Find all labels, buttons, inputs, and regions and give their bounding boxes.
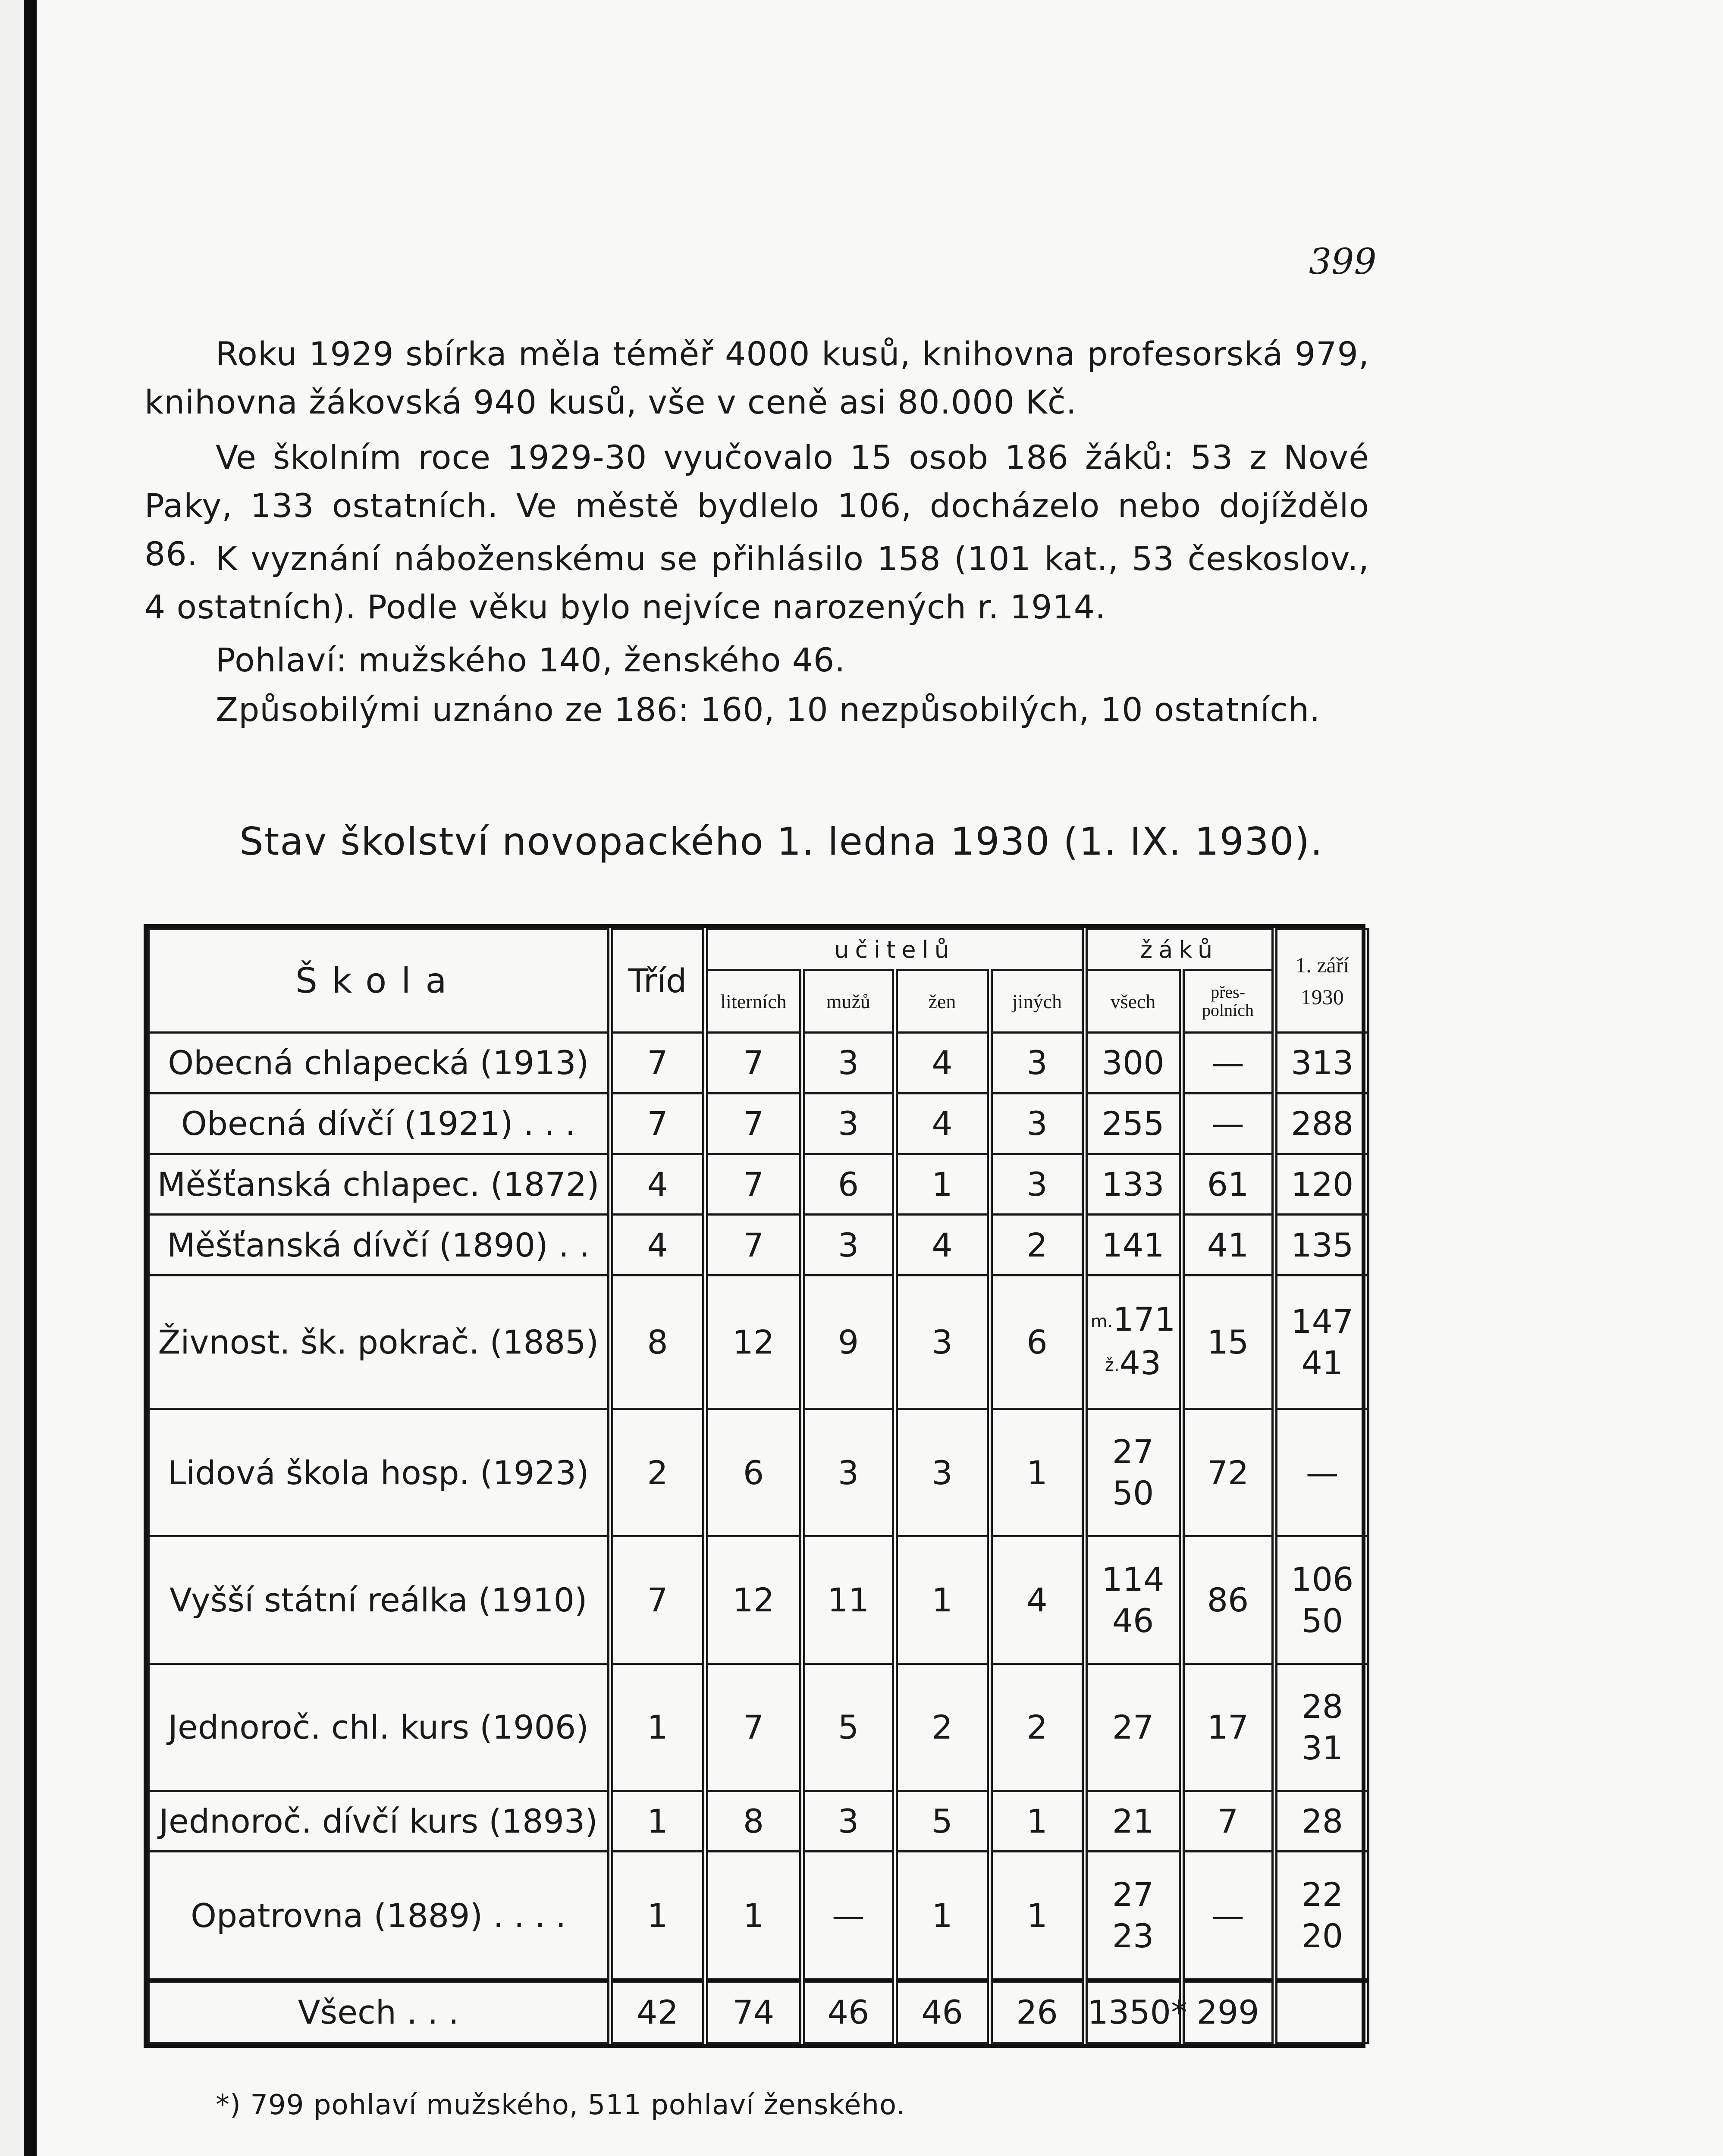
paragraph-gender: Pohlaví: mužského 140, ženského 46. <box>216 641 846 679</box>
cell-other: 4 <box>990 1536 1085 1664</box>
cell-september: 313 <box>1274 1033 1368 1094</box>
cell-september: 28 <box>1274 1791 1368 1852</box>
table-row <box>149 1275 1368 1409</box>
cell-classes: 1 <box>610 1852 705 1981</box>
table-row <box>149 1791 1368 1852</box>
cell-all <box>1085 1409 1182 1536</box>
cell-external: 41 <box>1182 1215 1274 1275</box>
cell-external: 61 <box>1182 1154 1274 1215</box>
cell-literal: 12 <box>705 1275 802 1409</box>
header-literal: literních <box>705 970 802 1033</box>
header-women: žen <box>895 970 990 1033</box>
cell-september-2: 20 <box>1301 1917 1343 1955</box>
total-september <box>1274 1981 1368 2043</box>
cell-all: 141 <box>1085 1215 1182 1275</box>
cell-women: 3 <box>895 1409 990 1536</box>
header-september-line2: 1930 <box>1300 984 1344 1009</box>
school-name: Obecná dívčí (1921) . . . <box>149 1093 610 1154</box>
page-number: 399 <box>1309 241 1377 282</box>
cell-men: 11 <box>802 1536 895 1664</box>
cell-literal: 1 <box>705 1852 802 1981</box>
cell-external: 17 <box>1182 1664 1274 1791</box>
table-row <box>149 1409 1368 1536</box>
cell-classes: 7 <box>610 1093 705 1154</box>
cell-women: 2 <box>895 1664 990 1791</box>
cell-classes: 1 <box>610 1791 705 1852</box>
cell-external: 86 <box>1182 1536 1274 1664</box>
cell-classes: 7 <box>610 1536 705 1664</box>
cell-literal: 7 <box>705 1093 802 1154</box>
cell-all <box>1085 1536 1182 1664</box>
cell-women: 4 <box>895 1093 990 1154</box>
cell-women: 1 <box>895 1154 990 1215</box>
cell-september <box>1274 1536 1368 1664</box>
cell-women: 1 <box>895 1852 990 1981</box>
cell-classes: 2 <box>610 1409 705 1536</box>
cell-september-1: 28 <box>1301 1687 1343 1726</box>
header-pupils: žáků <box>1085 929 1274 970</box>
cell-women: 3 <box>895 1275 990 1409</box>
total-classes: 42 <box>610 1981 705 2043</box>
cell-all: 27 <box>1085 1664 1182 1791</box>
table-row <box>149 1154 1368 1215</box>
cell-classes: 4 <box>610 1154 705 1215</box>
cell-all-female-mark: ž. <box>1105 1355 1120 1375</box>
cell-men: 6 <box>802 1154 895 1215</box>
cell-september-2: 50 <box>1301 1601 1343 1640</box>
cell-all-1: 114 <box>1102 1560 1164 1598</box>
total-other: 26 <box>990 1981 1085 2043</box>
table-row <box>149 1215 1368 1275</box>
header-september-line1: 1. září <box>1295 953 1350 977</box>
cell-september: 288 <box>1274 1093 1368 1154</box>
cell-all-2: 46 <box>1112 1601 1154 1640</box>
footnote: *) 799 pohlaví mužského, 511 pohlaví ženského. <box>216 2089 906 2121</box>
cell-september: 120 <box>1274 1154 1368 1215</box>
cell-external: — <box>1182 1852 1274 1981</box>
paragraph-collection: Roku 1929 sbírka měla téměř 4000 kusů, knihovna profesorská 979, knihovna žákovská 940 kusů, vše v ceně asi 80.000 Kč. <box>144 335 1369 421</box>
cell-literal: 7 <box>705 1215 802 1275</box>
page-sheet <box>24 0 1723 2156</box>
school-name: Jednoroč. chl. kurs (1906) <box>149 1664 610 1791</box>
header-external <box>1182 970 1274 1033</box>
cell-other: 3 <box>990 1093 1085 1154</box>
cell-men: — <box>802 1852 895 1981</box>
cell-external: 7 <box>1182 1791 1274 1852</box>
table-row <box>149 1852 1368 1981</box>
cell-women: 4 <box>895 1033 990 1094</box>
cell-september-2: 41 <box>1301 1343 1343 1382</box>
total-label: Všech . . . <box>149 1981 610 2043</box>
cell-all-male: 171 <box>1113 1300 1176 1338</box>
cell-other: 2 <box>990 1664 1085 1791</box>
cell-women: 5 <box>895 1791 990 1852</box>
cell-classes: 4 <box>610 1215 705 1275</box>
cell-all-2: 23 <box>1112 1917 1154 1955</box>
table-row <box>149 1093 1368 1154</box>
total-women: 46 <box>895 1981 990 2043</box>
cell-september-1: 147 <box>1291 1302 1354 1341</box>
table-total-row <box>149 1981 1368 2043</box>
cell-men: 3 <box>802 1791 895 1852</box>
header-teachers: učitelů <box>705 929 1085 970</box>
header-school: Škola <box>149 929 610 1033</box>
table-header-row-1 <box>149 929 1368 970</box>
cell-other: 1 <box>990 1409 1085 1536</box>
cell-women: 4 <box>895 1215 990 1275</box>
header-men: mužů <box>802 970 895 1033</box>
cell-all: 300 <box>1085 1033 1182 1094</box>
header-september <box>1274 929 1368 1033</box>
cell-women: 1 <box>895 1536 990 1664</box>
school-name: Jednoroč. dívčí kurs (1893) <box>149 1791 610 1852</box>
cell-september-1: 106 <box>1291 1560 1354 1598</box>
school-name: Měšťanská chlapec. (1872) <box>149 1154 610 1215</box>
cell-men: 3 <box>802 1093 895 1154</box>
cell-other: 2 <box>990 1215 1085 1275</box>
cell-all-female: 43 <box>1119 1343 1161 1382</box>
cell-men: 5 <box>802 1664 895 1791</box>
paragraph-fitness: Způsobilými uznáno ze 186: 160, 10 nezpůsobilých, 10 ostatních. <box>216 690 1321 729</box>
school-name: Vyšší státní reálka (1910) <box>149 1536 610 1664</box>
cell-september <box>1274 1852 1368 1981</box>
cell-other: 1 <box>990 1852 1085 1981</box>
cell-all-1: 27 <box>1112 1432 1154 1471</box>
cell-other: 1 <box>990 1791 1085 1852</box>
cell-september-2: 31 <box>1301 1728 1343 1767</box>
cell-classes: 1 <box>610 1664 705 1791</box>
header-external-line2: polních <box>1202 1000 1254 1020</box>
paragraph-teaching: Ve školním roce 1929-30 vyučovalo 15 osob 186 žáků: 53 z Nové Paky, 133 ostatních. Ve městě bydlelo 106, docházelo nebo dojíždělo 86. <box>144 438 1369 573</box>
cell-september-1: 22 <box>1301 1875 1343 1914</box>
table-row <box>149 1536 1368 1664</box>
school-name: Lidová škola hosp. (1923) <box>149 1409 610 1536</box>
header-other: jiných <box>990 970 1085 1033</box>
total-literal: 74 <box>705 1981 802 2043</box>
school-table <box>144 924 1365 2048</box>
total-all: 1350* <box>1085 1981 1182 2043</box>
cell-all: 21 <box>1085 1791 1182 1852</box>
cell-men: 3 <box>802 1215 895 1275</box>
total-external: 299 <box>1182 1981 1274 2043</box>
cell-external: — <box>1182 1093 1274 1154</box>
cell-all: 133 <box>1085 1154 1182 1215</box>
table-title: Stav školství novopackého 1. ledna 1930 (1. IX. 1930). <box>239 819 1324 864</box>
cell-other: 3 <box>990 1033 1085 1094</box>
cell-september <box>1274 1664 1368 1791</box>
cell-all-male-mark: m. <box>1090 1311 1113 1332</box>
cell-september: 135 <box>1274 1215 1368 1275</box>
total-men: 46 <box>802 1981 895 2043</box>
table-row <box>149 1664 1368 1791</box>
header-external-line1: přes- <box>1211 982 1246 1002</box>
school-name: Živnost. šk. pokrač. (1885) <box>149 1275 610 1409</box>
header-classes: Tříd <box>610 929 705 1033</box>
cell-men: 9 <box>802 1275 895 1409</box>
cell-all <box>1085 1852 1182 1981</box>
cell-external: — <box>1182 1033 1274 1094</box>
cell-literal: 12 <box>705 1536 802 1664</box>
school-name: Opatrovna (1889) . . . . <box>149 1852 610 1981</box>
cell-men: 3 <box>802 1033 895 1094</box>
cell-external: 15 <box>1182 1275 1274 1409</box>
cell-september <box>1274 1275 1368 1409</box>
cell-literal: 7 <box>705 1664 802 1791</box>
cell-all <box>1085 1275 1182 1409</box>
cell-other: 3 <box>990 1154 1085 1215</box>
cell-other: 6 <box>990 1275 1085 1409</box>
cell-classes: 8 <box>610 1275 705 1409</box>
cell-classes: 7 <box>610 1033 705 1094</box>
cell-literal: 7 <box>705 1154 802 1215</box>
cell-external: 72 <box>1182 1409 1274 1536</box>
school-name: Měšťanská dívčí (1890) . . <box>149 1215 610 1275</box>
cell-literal: 6 <box>705 1409 802 1536</box>
school-name: Obecná chlapecká (1913) <box>149 1033 610 1094</box>
cell-all: 255 <box>1085 1093 1182 1154</box>
paragraph-religion: K vyznání náboženskému se přihlásilo 158 (101 kat., 53 českoslov., 4 ostatních). Podle věku bylo nejvíce narozených r. 1914. <box>144 539 1369 626</box>
cell-all-1: 27 <box>1112 1875 1154 1914</box>
header-all: všech <box>1085 970 1182 1033</box>
cell-literal: 8 <box>705 1791 802 1852</box>
cell-men: 3 <box>802 1409 895 1536</box>
cell-literal: 7 <box>705 1033 802 1094</box>
cell-all-2: 50 <box>1112 1474 1154 1513</box>
table-row <box>149 1033 1368 1094</box>
cell-september: — <box>1274 1409 1368 1536</box>
